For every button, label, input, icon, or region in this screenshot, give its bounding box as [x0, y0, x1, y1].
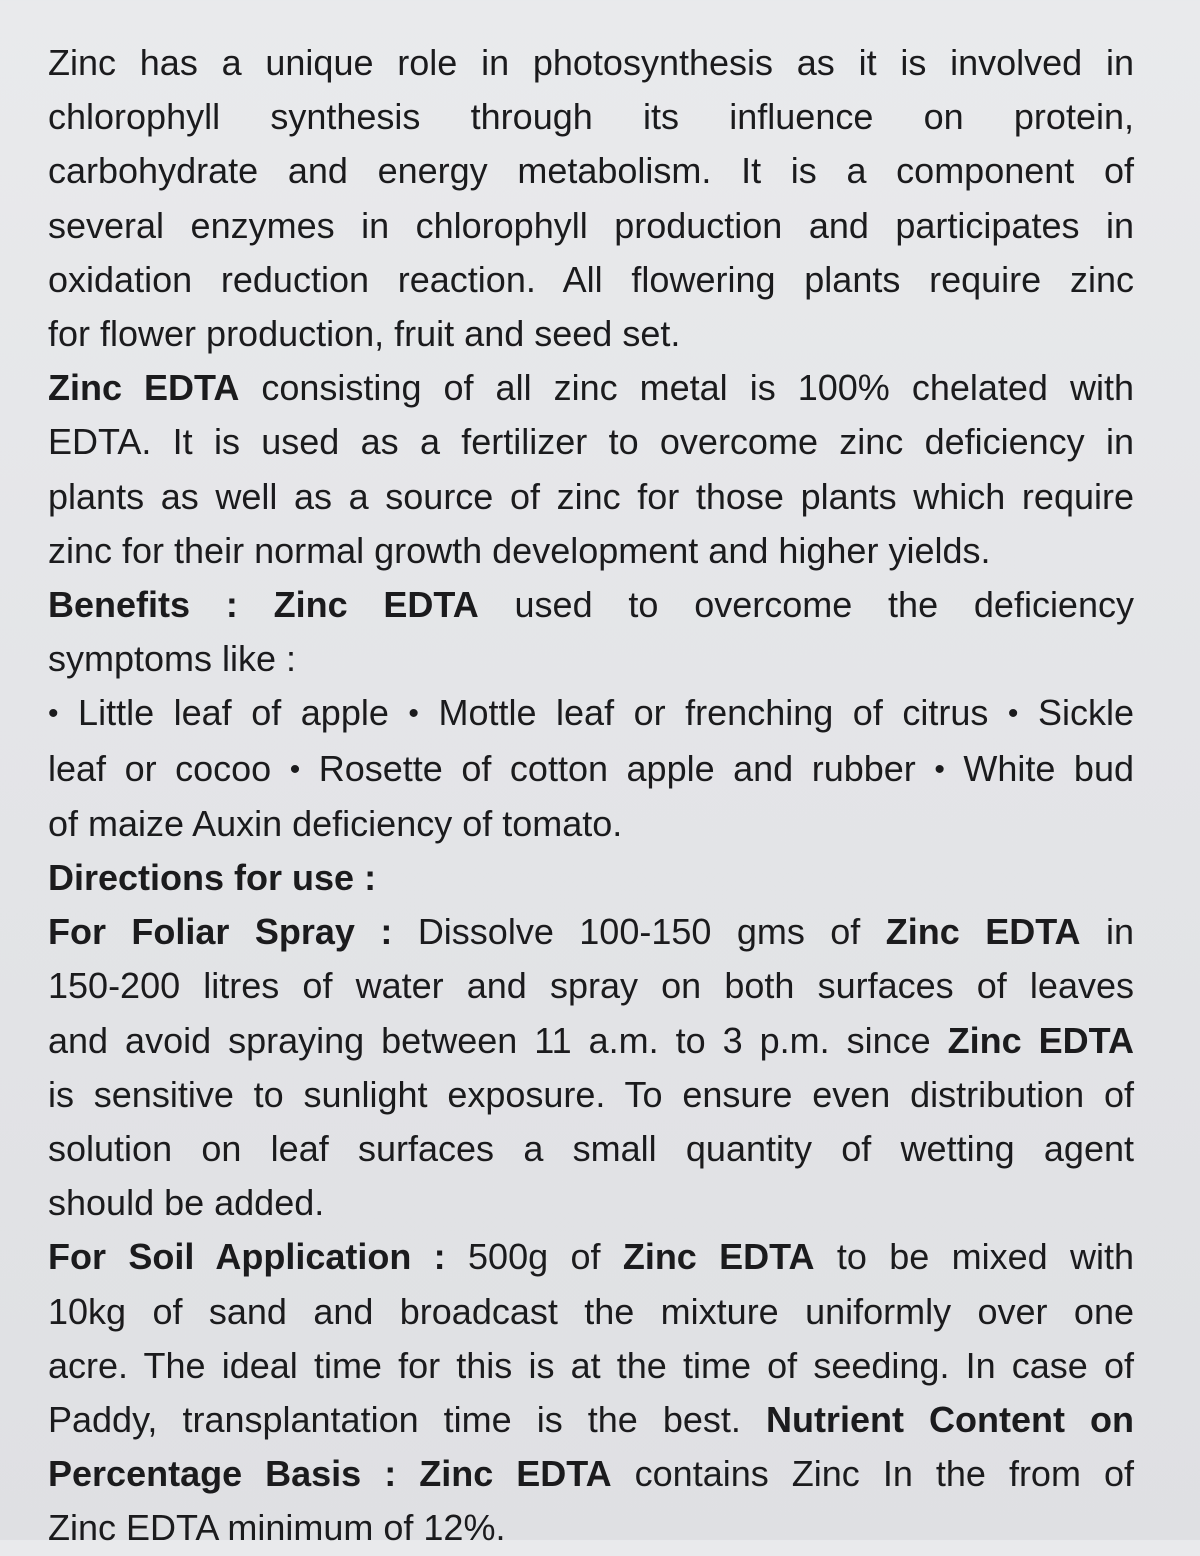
foliar-line-1: [48, 905, 1134, 959]
symptoms-line-1: [48, 686, 1134, 741]
nutrient-heading-part-2: Percentage Basis :: [48, 1453, 420, 1495]
foliar-line-2: 150-200 litres of water and spray on both surfaces of leaves: [48, 965, 1134, 1007]
soil-product-name: Zinc EDTA: [622, 1236, 815, 1278]
product-name: Zinc EDTA: [48, 367, 240, 409]
product-desc-line-4: zinc for their normal growth development and higher yields.: [48, 529, 991, 571]
foliar-product-name-2: Zinc EDTA: [947, 1019, 1134, 1061]
soil-line-6: Zinc EDTA minimum of 12%.: [48, 1507, 506, 1549]
symptom-little-leaf: Little leaf of apple: [58, 692, 409, 734]
symptom-white-bud-start: White bud: [944, 747, 1134, 789]
benefits-line-2: symptoms like :: [48, 638, 297, 680]
foliar-line-3: [48, 1014, 1134, 1068]
foliar-text-1-end: in: [1080, 911, 1135, 953]
nutrient-heading-part-1: Nutrient Content on: [765, 1399, 1134, 1441]
bullet-icon: •: [934, 752, 945, 786]
bullet-icon: •: [289, 752, 301, 786]
soil-text-4: Paddy, transplantation time is the best.: [48, 1399, 766, 1441]
soil-line-2: 10kg of sand and broadcast the mixture uniformly over one: [48, 1290, 1134, 1332]
benefits-heading: Benefits :: [48, 584, 274, 626]
intro-line-3: carbohydrate and energy metabolism. It is a component of: [48, 150, 1134, 192]
symptom-sickle-leaf-end: leaf or cocoo: [48, 747, 290, 789]
intro-line-1: Zinc has a unique role in photosynthesis as it is involved in: [48, 42, 1134, 83]
nutrient-product-name: Zinc EDTA: [419, 1453, 612, 1495]
soil-heading: For Soil Application :: [48, 1236, 469, 1278]
directions-heading: Directions for use :: [48, 857, 377, 899]
product-desc-line-1: [48, 361, 1134, 415]
product-desc-text: consisting of all zinc metal is 100% chelated with: [239, 367, 1134, 409]
foliar-text-1: Dissolve 100-150 gms of: [417, 911, 886, 953]
foliar-line-5: solution on leaf surfaces a small quantity of wetting agent: [48, 1128, 1134, 1170]
benefits-product-name: Zinc EDTA: [273, 584, 479, 626]
foliar-line-4: is sensitive to sunlight exposure. To ensure even distribution of: [48, 1073, 1134, 1115]
product-desc-line-3: plants as well as a source of zinc for those plants which require: [48, 475, 1134, 517]
nutrient-text: contains Zinc In the from of: [611, 1453, 1135, 1495]
product-desc-line-2: EDTA. It is used as a fertilizer to overcome zinc deficiency in: [48, 421, 1134, 463]
bullet-icon: •: [1007, 697, 1019, 731]
foliar-product-name-1: Zinc EDTA: [885, 911, 1081, 953]
soil-line-4: [48, 1393, 1134, 1447]
symptoms-line-3: of maize Auxin deficiency of tomato.: [48, 802, 623, 844]
symptom-mottle-leaf: Mottle leaf or frenching of citrus: [418, 692, 1008, 734]
foliar-line-6: should be added.: [48, 1182, 325, 1224]
symptom-sickle-leaf-start: Sickle: [1018, 692, 1135, 734]
soil-text-1: 500g of: [468, 1236, 623, 1278]
bullet-icon: •: [408, 697, 419, 731]
soil-line-5: [48, 1447, 1134, 1501]
foliar-text-3: and avoid spraying between 11 a.m. to 3 p.m. since: [48, 1019, 948, 1061]
soil-line-1: [48, 1230, 1134, 1284]
intro-line-6: for flower production, fruit and seed set.: [48, 313, 681, 355]
intro-line-2: chlorophyll synthesis through its influence on protein,: [48, 96, 1134, 138]
benefits-line-1: [48, 578, 1134, 632]
soil-text-1-end: to be mixed with: [814, 1236, 1135, 1278]
symptom-rosette: Rosette of cotton apple and rubber: [300, 747, 935, 789]
intro-line-4: several enzymes in chlorophyll production and participates in: [48, 204, 1134, 246]
benefits-text: used to overcome the deficiency: [478, 584, 1134, 626]
symptoms-line-2: [48, 742, 1134, 797]
foliar-heading: For Foliar Spray :: [48, 911, 418, 953]
soil-line-3: acre. The ideal time for this is at the time of seeding. In case of: [48, 1344, 1134, 1386]
intro-line-5: oxidation reduction reaction. All flowering plants require zinc: [48, 258, 1134, 300]
bullet-icon: •: [48, 697, 59, 731]
